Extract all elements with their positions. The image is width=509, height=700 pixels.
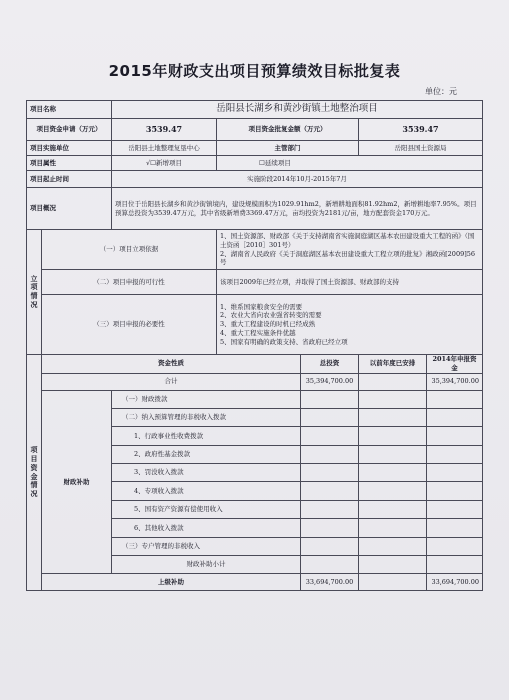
upper-subsidy-total: 33,694,700.00	[301, 574, 359, 591]
attr-new-checkbox[interactable]: √☐新增项目	[112, 156, 217, 171]
project-name-label: 项目名称	[27, 101, 112, 119]
funds-row-cell	[301, 464, 359, 482]
funds-row-cell	[427, 500, 483, 518]
funds-row-cell	[301, 519, 359, 537]
funds-row-name: （二）纳入预算管理的非税收入拨款	[112, 408, 301, 426]
funds-row-cell	[427, 464, 483, 482]
row-upper-subsidy	[27, 574, 483, 591]
funds-row-cell	[359, 500, 427, 518]
funds-row-cell	[359, 390, 427, 408]
funds-row-name: （三）专户管理的非税收入	[112, 537, 301, 555]
funds-row-cell	[359, 427, 427, 445]
row-overview	[27, 188, 483, 230]
attr-label: 项目属性	[27, 156, 112, 171]
funds-row-cell	[301, 427, 359, 445]
funds-row-name: 3、罚没收入拨款	[112, 464, 301, 482]
row-amount	[27, 119, 483, 141]
funds-row-name: 1、行政事业性收费拨款	[112, 427, 301, 445]
funds-total-label: 合计	[42, 373, 301, 390]
row-basis	[27, 230, 483, 270]
funds-total-value: 35,394,700.00	[301, 373, 359, 390]
funds-row-cell	[359, 464, 427, 482]
feasibility-text: 该项目2009年已经立项，并取得了国土资源部、财政部的支持	[217, 270, 483, 295]
funds-row-cell	[359, 537, 427, 555]
funds-header-total: 总投资	[301, 355, 359, 374]
period-label: 项目起止时间	[27, 171, 112, 188]
unit-label: 单位：元	[425, 87, 457, 96]
dept-label: 主管部门	[217, 141, 359, 156]
funds-row-cell	[301, 537, 359, 555]
funds-row-cell	[427, 556, 483, 574]
funds-row	[27, 390, 483, 408]
funds-row-cell	[301, 408, 359, 426]
row-project-name	[27, 101, 483, 119]
funds-row-cell	[301, 390, 359, 408]
basis-label: （一）项目立项依据	[42, 230, 217, 270]
funds-row-cell	[301, 445, 359, 463]
funds-row-name: （一）财政拨款	[112, 390, 301, 408]
funds-row-cell	[427, 445, 483, 463]
funds-row-cell	[359, 556, 427, 574]
funds-row-name: 2、政府性基金拨款	[112, 445, 301, 463]
overview-label: 项目概况	[27, 188, 112, 230]
upper-subsidy-apply: 33,694,700.00	[427, 574, 483, 591]
funds-header-nature: 资金性质	[42, 355, 301, 374]
overview-text: 项目位于岳阳县长湖乡和黄沙街镇境内，建设规模面积为1029.91hm2，新增耕地面积81.92hm2，新增耕地率7.95%。项目预算总投资为3539.47万元，其中省级新增费3369.47万元，亩均投资为2181元/亩，地方配套资金170万元。	[112, 188, 483, 230]
funds-row-cell	[427, 519, 483, 537]
subsidy-label: 财政补助	[42, 390, 112, 574]
row-funds-header	[27, 355, 483, 374]
necessity-label: （三）项目申报的必要性	[42, 295, 217, 355]
row-funds-total	[27, 373, 483, 390]
basis-text: 1、国土资源部、财政部《关于支持湖南省实施洞庭湖区基本农田建设重大工程的函》（国土资函［2010］301号） 2、湖南省人民政府《关于洞庭湖区基本农田建设重大工程立项的批复》湘政函[2009]56号	[217, 230, 483, 270]
row-attr	[27, 156, 483, 171]
funds-row-name: 5、国有资产资源有偿使用收入	[112, 500, 301, 518]
page-title: 2015年财政支出项目预算绩效目标批复表	[108, 62, 401, 80]
funds-row-cell	[427, 537, 483, 555]
approve-amount-value: 3539.47	[359, 119, 483, 141]
funds-row-cell	[427, 427, 483, 445]
impl-unit-value: 岳阳县土地整理复垦中心	[112, 141, 217, 156]
funds-header-prev: 以前年度已安排	[359, 355, 427, 374]
funds-total-prev	[359, 373, 427, 390]
row-feasibility	[27, 270, 483, 295]
upper-subsidy-label: 上级补助	[42, 574, 301, 591]
feasibility-label: （二）项目申报的可行性	[42, 270, 217, 295]
funds-row-cell	[301, 500, 359, 518]
attr-continue-checkbox[interactable]: ☐延续项目	[217, 156, 483, 171]
row-period	[27, 171, 483, 188]
row-impl-unit	[27, 141, 483, 156]
apply-amount-value: 3539.47	[112, 119, 217, 141]
dept-value: 岳阳县国土资源局	[359, 141, 483, 156]
funds-row-cell	[359, 482, 427, 500]
funds-row-cell	[359, 519, 427, 537]
funds-total-apply: 35,394,700.00	[427, 373, 483, 390]
necessity-text: 1、维系国家粮食安全的需要 2、农业大省向农业强省转变的需要 3、重大工程建设的时机已经成熟 4、重大工程实施条件优越 5、国家有明确的政策支持、省政府已经立项	[217, 295, 483, 355]
funds-row-cell	[301, 482, 359, 500]
apply-amount-label: 项目资金申请（万元）	[27, 119, 112, 141]
funds-header-apply: 2014年申报资金	[427, 355, 483, 374]
funds-row-cell	[427, 482, 483, 500]
approval-table	[26, 100, 483, 591]
funds-row-name: 财政补助小计	[112, 556, 301, 574]
upper-subsidy-prev	[359, 574, 427, 591]
funds-row-cell	[359, 445, 427, 463]
funds-row-cell	[301, 556, 359, 574]
project-name-value: 岳阳县长湖乡和黄沙街镇土地整治项目	[112, 101, 483, 119]
funds-row-cell	[359, 408, 427, 426]
funds-row-name: 6、其他收入拨款	[112, 519, 301, 537]
funds-row-name: 4、专项收入拨款	[112, 482, 301, 500]
funds-row-cell	[427, 408, 483, 426]
period-value: 实施阶段2014年10月-2015年7月	[112, 171, 483, 188]
funds-section-label: 项 目 资 金 情 况	[27, 355, 42, 591]
funds-row-cell	[427, 390, 483, 408]
row-necessity	[27, 295, 483, 355]
basis-section-label: 立 项 情 况	[27, 230, 42, 355]
approve-amount-label: 项目资金批复金额（万元）	[217, 119, 359, 141]
impl-unit-label: 项目实施单位	[27, 141, 112, 156]
